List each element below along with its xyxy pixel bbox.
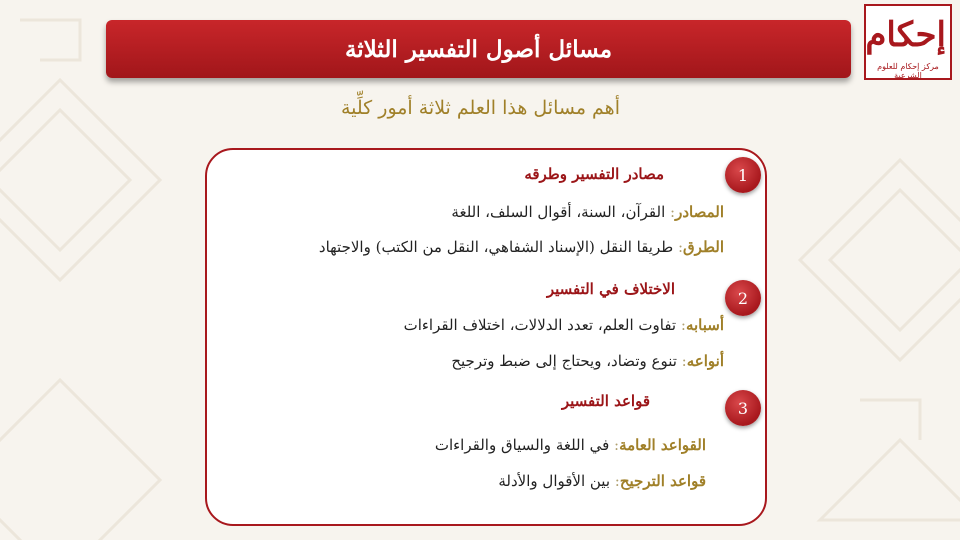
slide-subtitle: أهم مسائل هذا العلم ثلاثة أمور كلِّية [340,97,620,119]
section-heading: الاختلاف في التفسير [546,280,675,298]
section-number-badge: 2 [725,280,761,316]
line-colon: : [670,203,676,221]
line-colon: : [677,238,684,256]
section-line [498,472,706,490]
section-line [435,436,706,454]
section-line [451,352,724,370]
line-value: تنوع وتضاد، ويحتاج إلى ضبط وترجيح [451,352,682,370]
section-heading: قواعد التفسير [561,392,650,410]
section-line [404,316,724,334]
section-line [319,238,724,256]
line-key: الطرق [683,238,724,256]
line-key: قواعد الترجيح [619,472,706,490]
title-banner [106,20,851,78]
section-number-badge: 1 [725,157,761,193]
section-line [451,203,724,221]
line-colon: : [614,472,620,490]
logo-caption: مركز إحكام للعلوم الشرعية [877,62,939,80]
line-key: أنواعه [686,352,724,370]
logo [864,4,952,80]
line-value: تفاوت العلم، تعدد الدلالات، اختلاف القراءات [403,316,681,334]
line-value: طريقا النقل (الإسناد الشفاهي، النقل من الكتب) والاجتهاد [318,238,678,256]
logo-word: إحكام [865,15,946,55]
line-colon: : [681,352,687,370]
line-value: بين الأقوال والأدلة [498,472,615,490]
section-number-badge: 3 [725,390,761,426]
line-key: القواعد العامة [619,436,706,454]
line-value: في اللغة والسياق والقراءات [434,436,615,454]
line-key: أسبابه [685,316,724,334]
line-colon: : [614,436,620,454]
section-heading: مصادر التفسير وطرقه [524,165,664,183]
line-value: القرآن، السنة، أقوال السلف، اللغة [451,203,671,221]
line-colon: : [680,316,686,334]
slide-title: مسائل أصول التفسير الثلاثة [344,35,613,63]
line-key: المصادر [675,203,724,221]
